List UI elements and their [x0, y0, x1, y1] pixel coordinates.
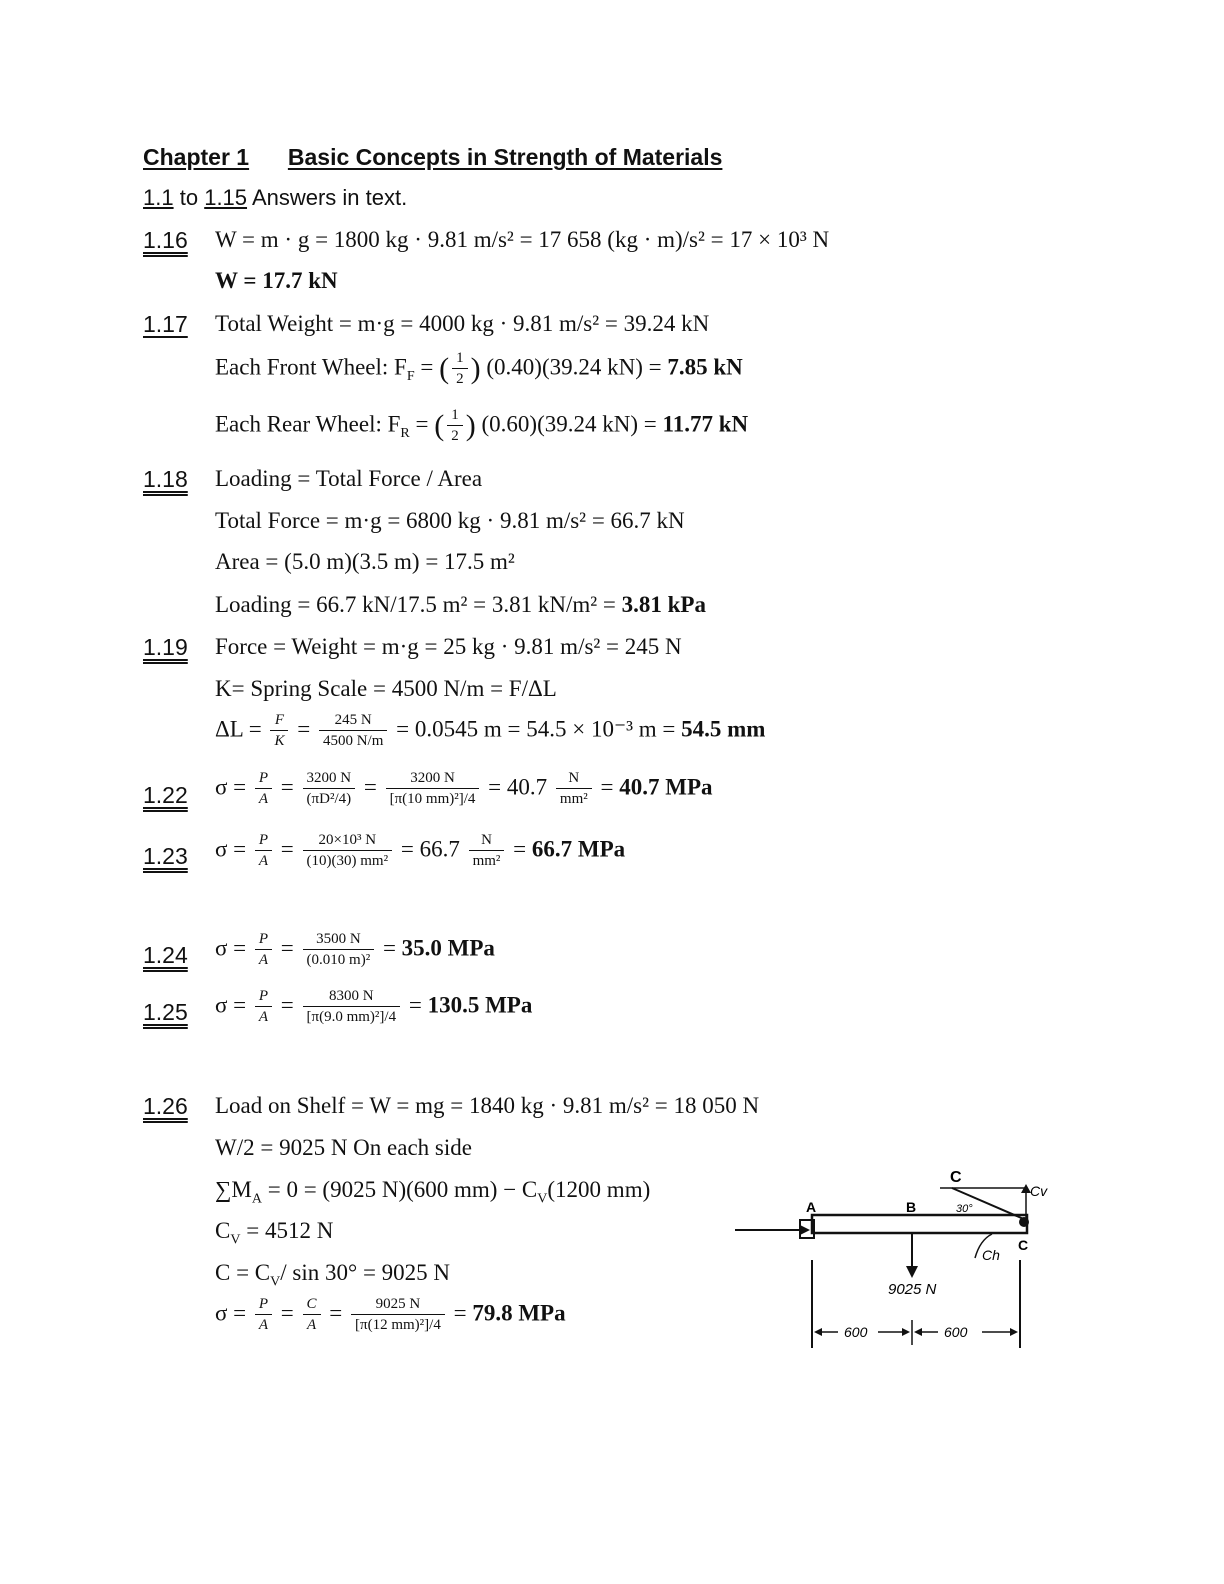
equation-line: Area = (5.0 m)(3.5 m) = 17.5 m²: [215, 549, 515, 574]
intro-text: Answers in text.: [251, 185, 408, 210]
expression: = 4512 N: [246, 1218, 334, 1243]
fraction: [447, 407, 463, 445]
fraction-numerator: 3500 N: [303, 931, 375, 950]
problem-number: 1.16: [143, 227, 188, 253]
problem-number: 1.18: [143, 466, 188, 492]
problem-number: 1.19: [143, 634, 188, 660]
problem-number: 1.17: [143, 311, 188, 337]
expression: = 0.0545 m = 54.5 × 10⁻³ m =: [396, 716, 676, 742]
answer-line: W = 17.7 kN: [215, 268, 338, 293]
answer: 66.7 MPa: [531, 836, 626, 862]
dim-arrow-icon: [1010, 1328, 1018, 1336]
fraction: [452, 350, 468, 388]
fraction-denominator: K: [274, 733, 285, 749]
fraction: [303, 832, 393, 870]
equation-line: W/2 = 9025 N On each side: [215, 1135, 472, 1160]
fraction: [255, 988, 272, 1026]
dimension-label-2: 600: [944, 1324, 968, 1340]
expression: = 0 = (9025 N)(600 mm) − C: [267, 1177, 538, 1202]
label-c: C: [1018, 1237, 1029, 1253]
fraction-numerator: 3200 N: [386, 770, 480, 789]
answer: 54.5 mm: [681, 716, 766, 742]
arrow-head-icon: [800, 1225, 810, 1235]
fraction: [303, 931, 375, 969]
problem-number: 1.24: [143, 942, 188, 968]
problem-number: 1.22: [143, 782, 188, 808]
fraction-numerator: C: [303, 1296, 321, 1315]
problem-number: 1.26: [143, 1093, 188, 1119]
fraction-numerator: N: [469, 832, 505, 851]
equation-line: Total Force = m·g = 6800 kg · 9.81 m/s² = 66.7 kN: [215, 508, 685, 533]
answer: 40.7 MPa: [619, 774, 713, 800]
load-arrow-head-icon: [906, 1266, 918, 1278]
fraction-denominator: A: [258, 952, 269, 968]
expression: = 66.7: [400, 836, 460, 862]
shelf-diagram: [730, 1160, 1060, 1360]
equation-line: σ = $\frac{P}{A}$ = $\frac{3500 N}{\text{(0.010 m)²}}$ = 35.0 MPa: [215, 931, 495, 968]
equation-line: [215, 1260, 450, 1291]
fraction-numerator: P: [255, 832, 272, 851]
expression: σ =: [215, 836, 247, 862]
equation-line: Force = Weight = m·g = 25 kg · 9.81 m/s² = 245 N: [215, 634, 682, 659]
fraction-denominator: (0.010 m)²: [306, 952, 371, 968]
fraction-numerator: 9025 N: [351, 1296, 445, 1315]
fraction-numerator: 245 N: [319, 712, 387, 731]
expression: ∑M: [215, 1177, 252, 1202]
label-text: Each Rear Wheel: F: [215, 411, 401, 437]
expression: C = C: [215, 1260, 271, 1285]
angle-label: 30°: [956, 1203, 973, 1215]
expression: / sin 30° = 9025 N: [280, 1260, 451, 1285]
equation-line: Loading = Total Force / Area: [215, 466, 483, 491]
equation-line: Each Rear Wheel: $F_R$ = ( $\frac{1}{2}$ ) (0.60)(39.24 kN) = 11.77 kN: [215, 407, 749, 444]
fraction-numerator: 1: [447, 407, 463, 426]
fraction-numerator: F: [270, 712, 288, 731]
equation-line: [215, 1218, 333, 1249]
page-title: [143, 144, 722, 171]
equation-line: σ = $\frac{P}{A}$ = $\frac{8300 N}{\text{[π(9.0 mm)²]/4}}$ = 130.5 MPa: [215, 988, 533, 1025]
fraction-denominator: [π(9.0 mm)²]/4: [306, 1009, 397, 1025]
answer: 3.81 kPa: [621, 592, 706, 617]
fraction: [255, 770, 272, 808]
subscript: V: [230, 1232, 241, 1248]
intro-ref-start: 1.1: [143, 185, 174, 210]
answer: 79.8 MPa: [472, 1300, 566, 1326]
expression: C: [215, 1218, 231, 1243]
equation-line: [215, 1177, 650, 1208]
fraction-numerator: P: [255, 1296, 272, 1315]
equation-line: σ = $\frac{P}{A}$ = $\frac{C}{A}$ = $\frac{9025 N}{\text{[π(12 mm)²]/4}}$ = 79.8 MPa: [215, 1296, 566, 1333]
equation-line: Each Front Wheel: $F_F$ = ( $\frac{1}{2}$ ) (0.40)(39.24 kN) = 7.85 kN: [215, 350, 743, 387]
fraction-denominator: 2: [456, 371, 464, 387]
expression: (0.60)(39.24 kN) =: [481, 411, 657, 437]
expression: (0.40)(39.24 kN) =: [486, 354, 662, 380]
chapter-label: Chapter 1: [143, 144, 250, 170]
fraction: [255, 931, 272, 969]
fraction: [303, 1296, 321, 1334]
fraction-numerator: 20×10³ N: [303, 832, 393, 851]
subscript: V: [537, 1191, 548, 1207]
chapter-title: Basic Concepts in Strength of Materials: [287, 144, 723, 170]
subscript: F: [406, 368, 415, 384]
intro-ref-end: 1.15: [204, 185, 248, 210]
expression: σ =: [215, 774, 247, 800]
intro-line: [143, 185, 407, 211]
fraction: [319, 712, 387, 750]
expression: σ =: [215, 935, 247, 961]
problem-number: 1.25: [143, 999, 188, 1025]
dim-arrow-icon: [814, 1328, 822, 1336]
fraction: [556, 770, 592, 808]
equation-line: Total Weight = m·g = 4000 kg · 9.81 m/s² = 39.24 kN: [215, 311, 710, 336]
fraction-numerator: P: [255, 931, 272, 950]
equation-line: W = m · g = 1800 kg · 9.81 m/s² = 17 658 (kg · m)/s² = 17 × 10³ N: [215, 227, 830, 252]
fraction-numerator: N: [556, 770, 592, 789]
pin-c-icon: [1019, 1217, 1029, 1227]
fraction-numerator: 3200 N: [303, 770, 356, 789]
fraction-denominator: (10)(30) mm²: [306, 853, 389, 869]
fraction-denominator: A: [258, 1009, 269, 1025]
fraction: [255, 1296, 272, 1334]
equation-line: K= Spring Scale = 4500 N/m = F/ΔL: [215, 676, 557, 701]
fraction-numerator: 8300 N: [303, 988, 401, 1007]
fraction-denominator: A: [258, 791, 269, 807]
fraction: [469, 832, 505, 870]
fraction-denominator: mm²: [559, 791, 588, 807]
equation-line: ΔL = $\frac{F}{K}$ = $\frac{245 N}{4500 N/m}$ = 0.0545 m = 54.5 × 10⁻³ m = 54.5 mm: [215, 712, 766, 749]
expression: (1200 mm): [547, 1177, 651, 1202]
label-text: Each Front Wheel: F: [215, 354, 407, 380]
answer: 130.5 MPa: [427, 992, 533, 1018]
label-cv: Cv: [1030, 1183, 1048, 1199]
label-b: B: [906, 1199, 917, 1215]
fraction-denominator: [π(12 mm)²]/4: [355, 1317, 441, 1333]
dim-arrow-icon: [914, 1328, 922, 1336]
shelf-beam: [812, 1215, 1027, 1233]
fraction-denominator: 2: [451, 428, 459, 444]
dim-arrow-icon: [902, 1328, 910, 1336]
fraction-denominator: A: [258, 853, 269, 869]
intro-to: to: [179, 185, 199, 210]
load-label: 9025 N: [888, 1281, 937, 1298]
fraction-denominator: A: [258, 1317, 269, 1333]
label-ch: Ch: [982, 1247, 1000, 1263]
equation-line: [215, 592, 706, 618]
fraction-denominator: [π(10 mm)²]/4: [389, 791, 476, 807]
equation-line: Load on Shelf = W = mg = 1840 kg · 9.81 m/s² = 18 050 N: [215, 1093, 760, 1118]
dimension-label-1: 600: [844, 1324, 868, 1340]
label-c-top: C: [950, 1169, 962, 1186]
subscript: A: [251, 1191, 262, 1207]
equation-line: σ = $\frac{P}{A}$ = $\frac{3200 N}{\text{(πD²/4)}}$ = $\frac{3200 N}{\text{[π(10 mm)²]/4}}$ = 40.7 $\frac{N}{\text{mm²}}$ = 40.7 MPa: [215, 770, 713, 807]
fraction-numerator: 1: [452, 350, 468, 369]
expression: σ =: [215, 992, 247, 1018]
fraction-denominator: (πD²/4): [306, 791, 352, 807]
problem-number: 1.23: [143, 843, 188, 869]
expression: σ =: [215, 1300, 247, 1326]
label-a: A: [806, 1199, 817, 1215]
fraction: [303, 770, 356, 808]
fraction: [303, 988, 401, 1026]
fraction: [270, 712, 288, 750]
subscript: V: [270, 1274, 281, 1290]
fraction-denominator: A: [306, 1317, 317, 1333]
answer: 11.77 kN: [662, 411, 749, 437]
expression: = 40.7: [488, 774, 548, 800]
fraction: [386, 770, 480, 808]
fraction-denominator: mm²: [472, 853, 501, 869]
fraction: [255, 832, 272, 870]
expression: ΔL =: [215, 716, 262, 742]
fraction-numerator: P: [255, 988, 272, 1007]
answer: 35.0 MPa: [401, 935, 495, 961]
fraction-numerator: P: [255, 770, 272, 789]
expression: Loading = 66.7 kN/17.5 m² = 3.81 kN/m² =: [215, 592, 616, 617]
fraction: [351, 1296, 445, 1334]
equation-line: σ = $\frac{P}{A}$ = $\frac{\text{20×10³ N}}{\text{(10)(30) mm²}}$ = 66.7 $\frac{N}{\text{mm²}}$ = 66.7 MPa: [215, 832, 626, 869]
fraction-denominator: 4500 N/m: [322, 733, 384, 749]
answer: 7.85 kN: [667, 354, 743, 380]
subscript: R: [400, 425, 410, 441]
